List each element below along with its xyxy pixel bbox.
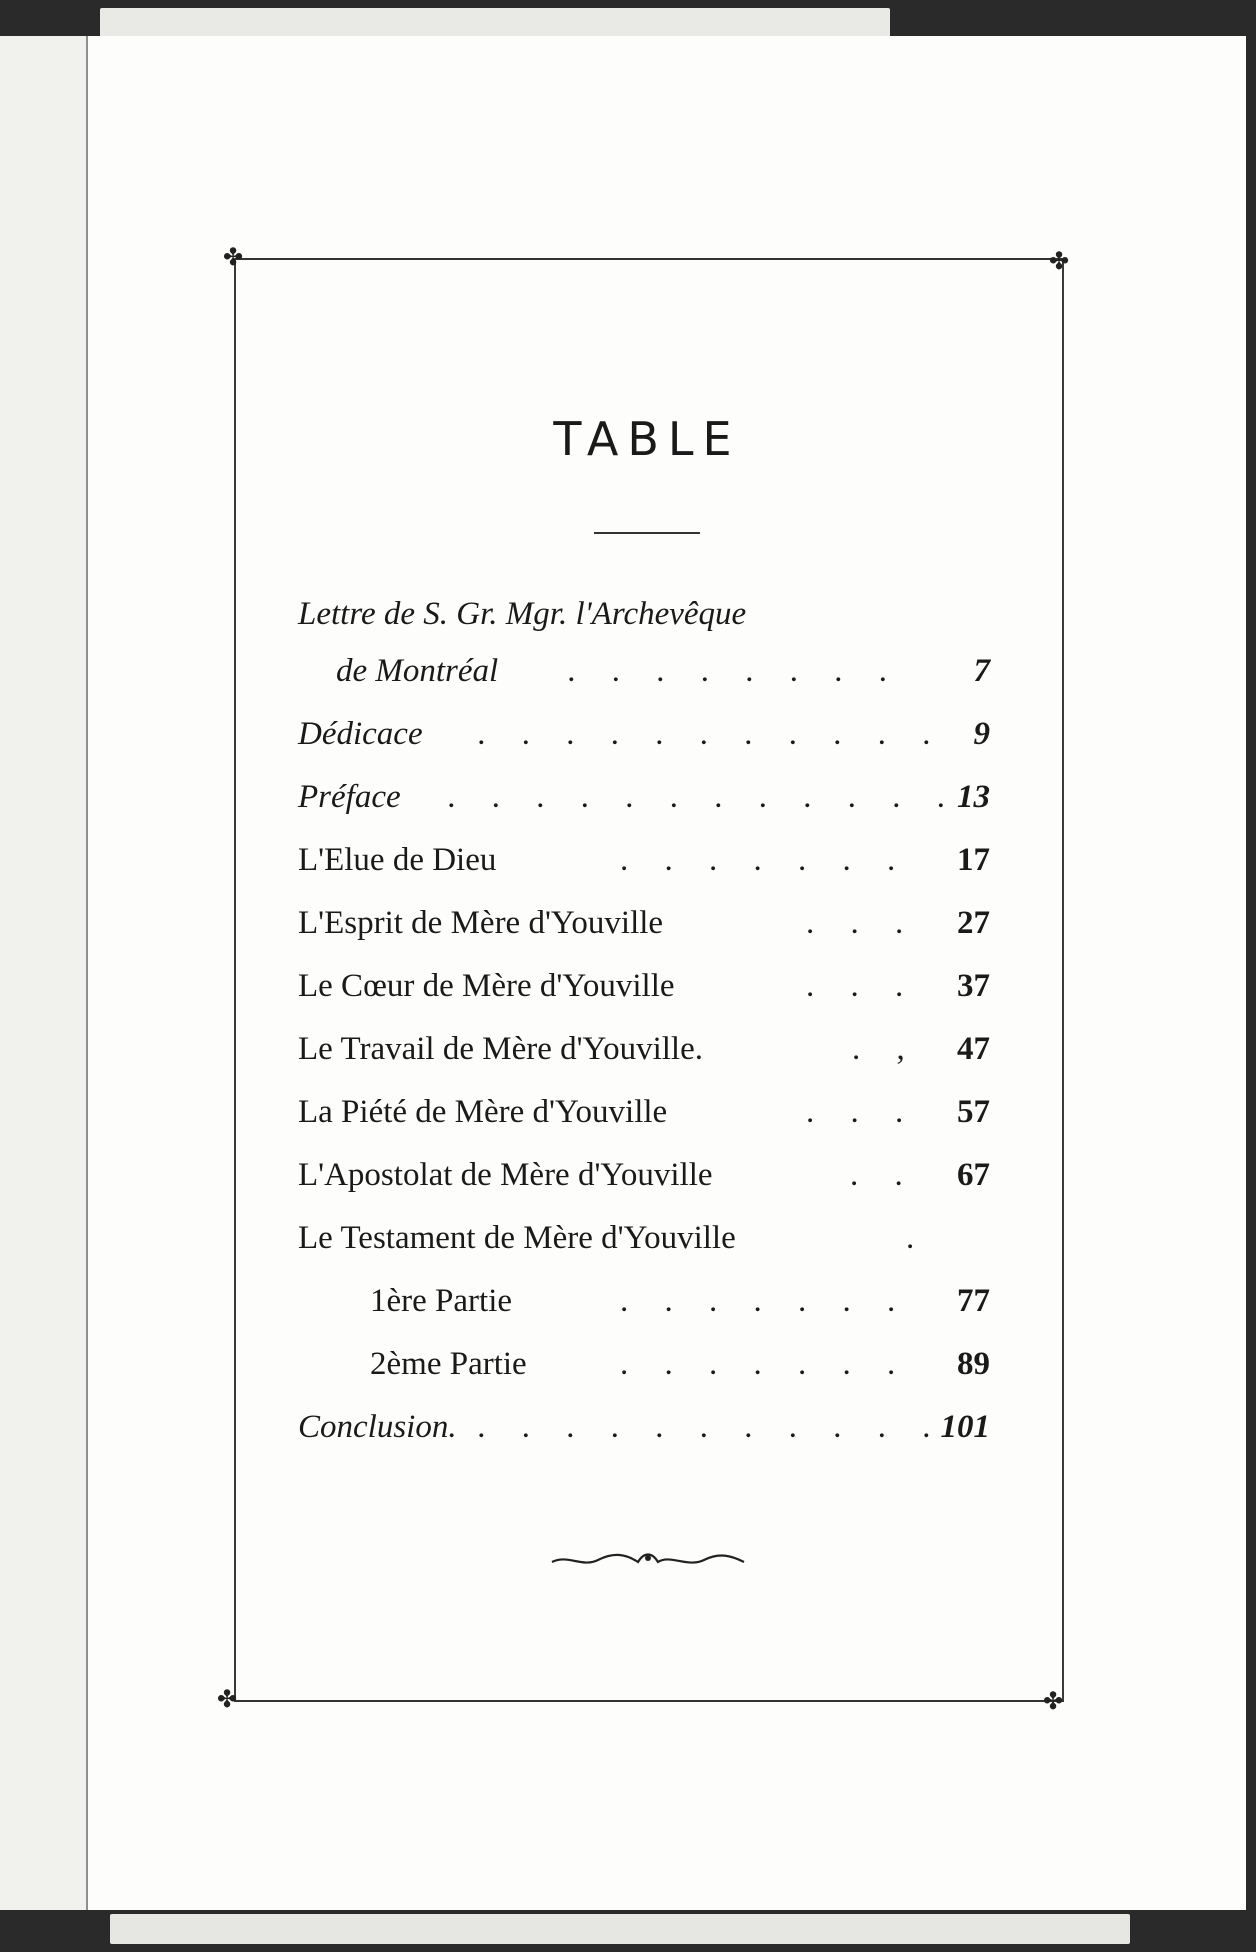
toc-page-number: 47 [957, 1031, 990, 1067]
toc-entry [298, 640, 998, 703]
toc-entry-label: Le Testament de Mère d'Youville [298, 1220, 736, 1256]
toc-entry [298, 1081, 998, 1144]
toc-leader-dots: . . . . . . . . . . . . [448, 779, 960, 815]
toc-entry-label: Dédicace [298, 716, 423, 752]
toc-entry-line: Lettre de S. Gr. Mgr. l'Archevêque [298, 596, 747, 632]
tailpiece-ornament-icon [548, 1548, 748, 1572]
toc-leader-dots: . . [850, 1157, 917, 1193]
toc-entry-label: Conclusion. [298, 1409, 457, 1445]
toc-page-number: 17 [957, 842, 990, 878]
toc-entry [298, 1396, 998, 1459]
toc-page-number: 101 [940, 1409, 990, 1445]
toc-entry [298, 1207, 998, 1270]
toc-leader-dots: . . . . . . . . . . . [478, 716, 946, 752]
toc-leader-dots: . . . [806, 905, 918, 941]
scan-border-right [1246, 0, 1256, 1952]
toc-leader-dots: . . . . . . . [620, 1346, 910, 1382]
corner-ornament-icon: ✤ [216, 1685, 238, 1713]
toc-entry [298, 1333, 998, 1396]
page-edge-line [86, 36, 88, 1916]
toc-entry [298, 955, 998, 1018]
corner-ornament-icon: ✤ [1048, 247, 1070, 275]
toc-leader-dots: . . . [806, 1094, 918, 1130]
toc-page-number: 67 [957, 1157, 990, 1193]
toc-page-number: 89 [957, 1346, 990, 1382]
toc-entry-label: de Montréal [336, 653, 499, 689]
corner-ornament-icon: ✤ [222, 243, 244, 271]
toc-page-number: 9 [973, 716, 990, 752]
book-edge-bottom [110, 1914, 1130, 1944]
toc-entry-label: L'Apostolat de Mère d'Youville [298, 1157, 713, 1193]
toc-entry [298, 829, 998, 892]
toc-page-number: 7 [973, 653, 990, 689]
toc-entry-label: La Piété de Mère d'Youville [298, 1094, 668, 1130]
toc-page-number: 57 [957, 1094, 990, 1130]
toc-entry [298, 892, 998, 955]
toc-page-number: 77 [957, 1283, 990, 1319]
toc-entry [298, 703, 998, 766]
table-of-contents [298, 588, 998, 1459]
corner-ornament-icon: ✤ [1042, 1687, 1064, 1715]
toc-entry [298, 1144, 998, 1207]
toc-leader-dots: . . . . . . . . . . . [478, 1409, 946, 1445]
toc-entry-label: Le Cœur de Mère d'Youville [298, 968, 675, 1004]
toc-entry-label: 2ème Partie [370, 1346, 527, 1382]
toc-leader-dots: . . . [806, 968, 918, 1004]
toc-page-number: 27 [957, 905, 990, 941]
toc-entry-label: L'Elue de Dieu [298, 842, 497, 878]
toc-leader-dots: . , [852, 1031, 919, 1067]
toc-leader-dots: . [906, 1220, 929, 1256]
toc-entry [298, 1018, 998, 1081]
toc-entry-label: 1ère Partie [370, 1283, 513, 1319]
toc-page-number: 13 [957, 779, 990, 815]
toc-entry [298, 1270, 998, 1333]
toc-entry [298, 766, 998, 829]
toc-page-number: 37 [957, 968, 990, 1004]
toc-entry-label: Le Travail de Mère d'Youville. [298, 1031, 703, 1067]
book-edge-left [0, 36, 86, 1916]
toc-leader-dots: . . . . . . . . [568, 653, 902, 689]
toc-entry-label: L'Esprit de Mère d'Youville [298, 905, 664, 941]
toc-leader-dots: . . . . . . . [620, 1283, 910, 1319]
toc-leader-dots: . . . . . . . [620, 842, 910, 878]
toc-entry-label: Préface [298, 779, 401, 815]
page-title: TABLE [553, 412, 741, 466]
title-rule [594, 532, 700, 534]
